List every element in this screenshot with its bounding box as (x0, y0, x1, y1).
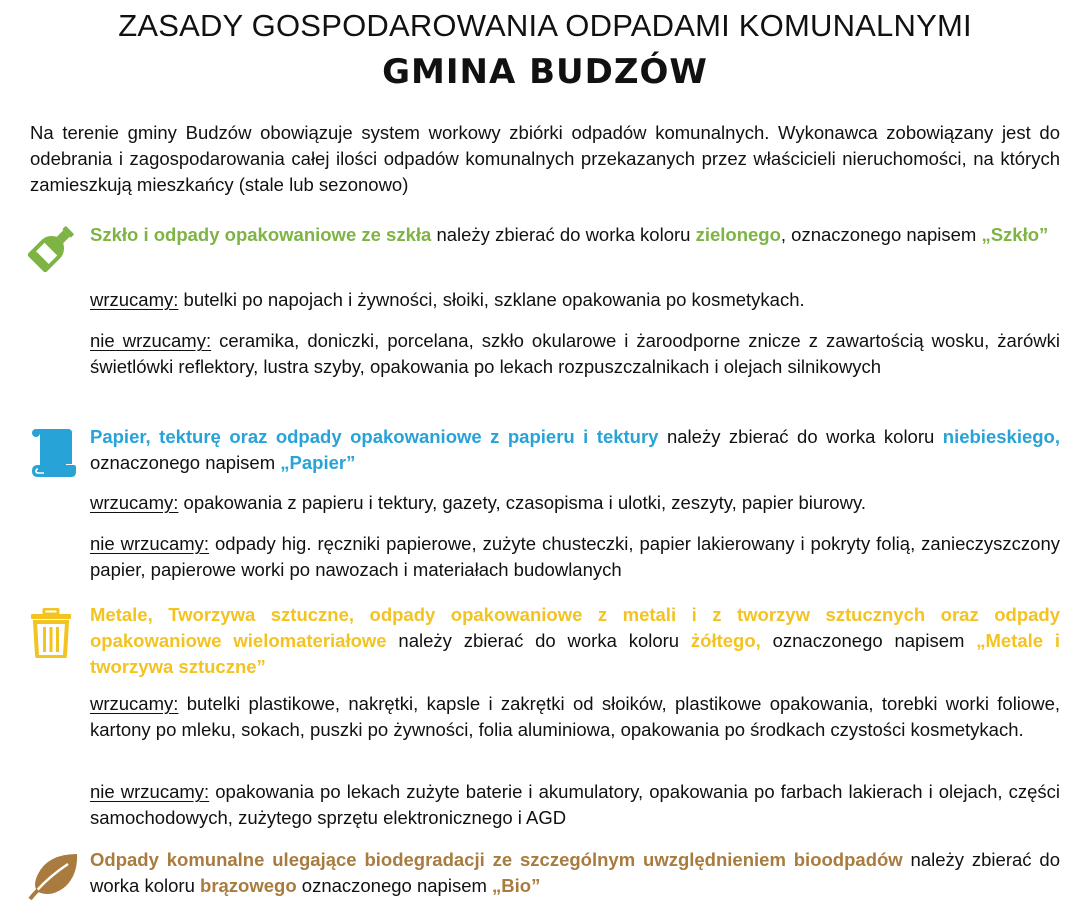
metal-color: żółtego, (690, 630, 761, 651)
metal-label: „Metale i tworzywa sztuczne” (90, 630, 1060, 677)
metal-no-text: opakowania po lekach zużyte baterie i akumulatory, opakowania po farbach lakierach i olejach, części samochodowych, zużytego sprzętu elektronicznego i AGD (90, 781, 1060, 828)
bio-label: „Bio” (492, 875, 541, 896)
metal-heading (90, 602, 1060, 680)
metal-yes-text: butelki plastikowe, nakrętki, kapsle i zakrętki od słoików, plastikowe opakowania, torebki worki foliowe, kartony po mleku, sokach, puszki po żywności, folia aluminiowa, opakowania po środkach czystości kosmetykach. (90, 693, 1060, 740)
paper-yes (90, 490, 1060, 516)
metal-yes (90, 691, 1060, 743)
paper-color: niebieskiego, (942, 426, 1060, 447)
glass-no (90, 328, 1060, 380)
paper-label: „Papier” (280, 452, 356, 473)
bottle-icon (28, 222, 78, 272)
glass-label: „Szkło” (981, 224, 1049, 245)
trash-bin-icon (30, 608, 72, 658)
glass-heading (90, 222, 1060, 248)
metal-mid: należy zbierać do worka koloru (386, 630, 691, 651)
glass-color: zielonego (695, 224, 781, 245)
bio-head: Odpady komunalne ulegające biodegradacji ze szczególnym uwzględnieniem bioodpadów (90, 849, 903, 870)
paper-mid2: oznaczonego napisem (90, 452, 281, 473)
bio-color: brązowego (200, 875, 297, 896)
metal-yes-label: wrzucamy: (90, 693, 179, 714)
glass-no-label: nie wrzucamy: (90, 330, 212, 351)
page-title: ZASADY GOSPODAROWANIA ODPADAMI KOMUNALNYMI (118, 8, 972, 43)
glass-yes-label: wrzucamy: (90, 289, 179, 310)
paper-head: Papier, tekturę oraz odpady opakowaniowe z papieru i tektury (90, 426, 659, 447)
metal-mid2: oznaczonego napisem (760, 630, 977, 651)
glass-mid: należy zbierać do worka koloru (431, 224, 696, 245)
metal-head: Metale, Tworzywa sztuczne, odpady opakowaniowe z metali i z tworzyw sztucznych oraz odpady opakowaniowe wielomateriałowe (90, 604, 1060, 651)
leaf-icon (28, 852, 80, 900)
intro-paragraph: Na terenie gminy Budzów obowiązuje system workowy zbiórki odpadów komunalnych. Wykonawca zobowiązany jest do odebrania i zagospodarowania całej ilości odpadów komunalnych przekazanych przez właścicieli nieruchomości, na których zamieszkują mieszkańcy (stale lub sezonowo) (30, 122, 1060, 195)
paper-heading (90, 424, 1060, 476)
metal-no (90, 779, 1060, 831)
glass-no-text: ceramika, doniczki, porcelana, szkło okularowe i żaroodporne znicze z zawartością wosku, żarówki świetlówki reflektory, lustra szyby, opakowania po lekach rozpuszczalnikach i olejach silnikowych (90, 330, 1060, 377)
paper-scroll-icon (30, 428, 76, 478)
bio-mid: należy zbierać do worka koloru (90, 849, 1060, 896)
paper-yes-text: opakowania z papieru i tektury, gazety, czasopisma i ulotki, zeszyty, papier biurowy. (178, 492, 866, 513)
paper-no-text: odpady hig. ręczniki papierowe, zużyte chusteczki, papier lakierowany i pokryty folią, zanieczyszczony papier, papierowe worki po nawozach i materiałach budowlanych (90, 533, 1060, 580)
glass-mid2: , oznaczonego napisem (780, 224, 982, 245)
paper-mid: należy zbierać do worka koloru (658, 426, 943, 447)
paper-yes-label: wrzucamy: (90, 492, 179, 513)
metal-no-label: nie wrzucamy: (90, 781, 210, 802)
bio-heading (90, 847, 1060, 899)
glass-head: Szkło i odpady opakowaniowe ze szkła (90, 224, 432, 245)
glass-yes-text: butelki po napojach i żywności, słoiki, szklane opakowania po kosmetykach. (178, 289, 805, 310)
paper-no (90, 531, 1060, 583)
page-subtitle: GMINA BUDZÓW (382, 52, 708, 92)
glass-yes (90, 287, 1060, 313)
paper-no-label: nie wrzucamy: (90, 533, 210, 554)
bio-mid2: oznaczonego napisem (296, 875, 493, 896)
